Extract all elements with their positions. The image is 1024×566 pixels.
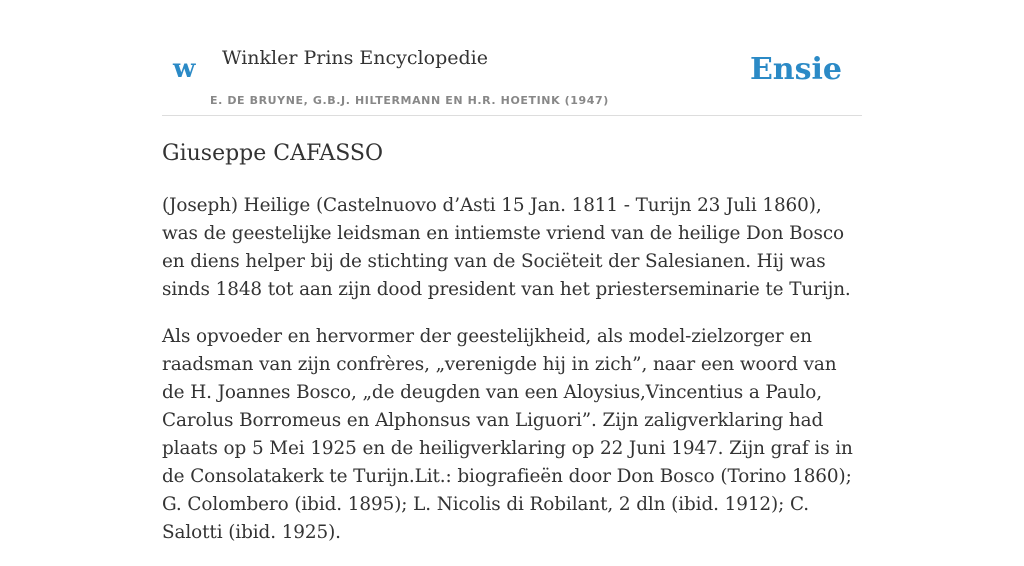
winkler-prins-logo[interactable]: w	[173, 54, 196, 84]
site-header	[162, 40, 862, 116]
article-paragraph: (Joseph) Heilige (Castelnuovo d’Asti 15 Jan. 1811 - Turijn 23 Juli 1860), was de geestelijke leidsman en intiemste vriend van de heilige Don Bosco en diens helper bij de stichting van de Sociëteit der Salesianen. Hij was sinds 1848 tot aan zijn dood president van het priesterseminarie te Turijn.	[162, 195, 851, 300]
authors-byline: E. DE BRUYNE, G.B.J. HILTERMANN EN H.R. HOETINK (1947)	[210, 94, 609, 107]
article-title: Giuseppe CAFASSO	[162, 141, 384, 166]
article-body	[162, 192, 862, 566]
site-title[interactable]: Winkler Prins Encyclopedie	[222, 47, 488, 69]
article-paragraph: Als opvoeder en hervormer der geestelijkheid, als model-zielzorger en raadsman van zijn confrères, „verenigde hij in zich”, naar een woord van de H. Joannes Bosco, „de deugden van een Aloysius,Vincentius a Paulo, Carolus Borromeus en Alphonsus van Liguori”. Zijn zaligverklaring had plaats op 5 Mei 1925 en de heiligverklaring op 22 Juni 1947. Zijn graf is in de Consolatakerk te Turijn.Lit.: biografieën door Don Bosco (Torino 1860); G. Colombero (ibid. 1895); L. Nicolis di Robilant, 2 dln (ibid. 1912); C. Salotti (ibid. 1925).	[162, 326, 853, 543]
ensie-brand-link[interactable]: Ensie	[749, 52, 842, 87]
